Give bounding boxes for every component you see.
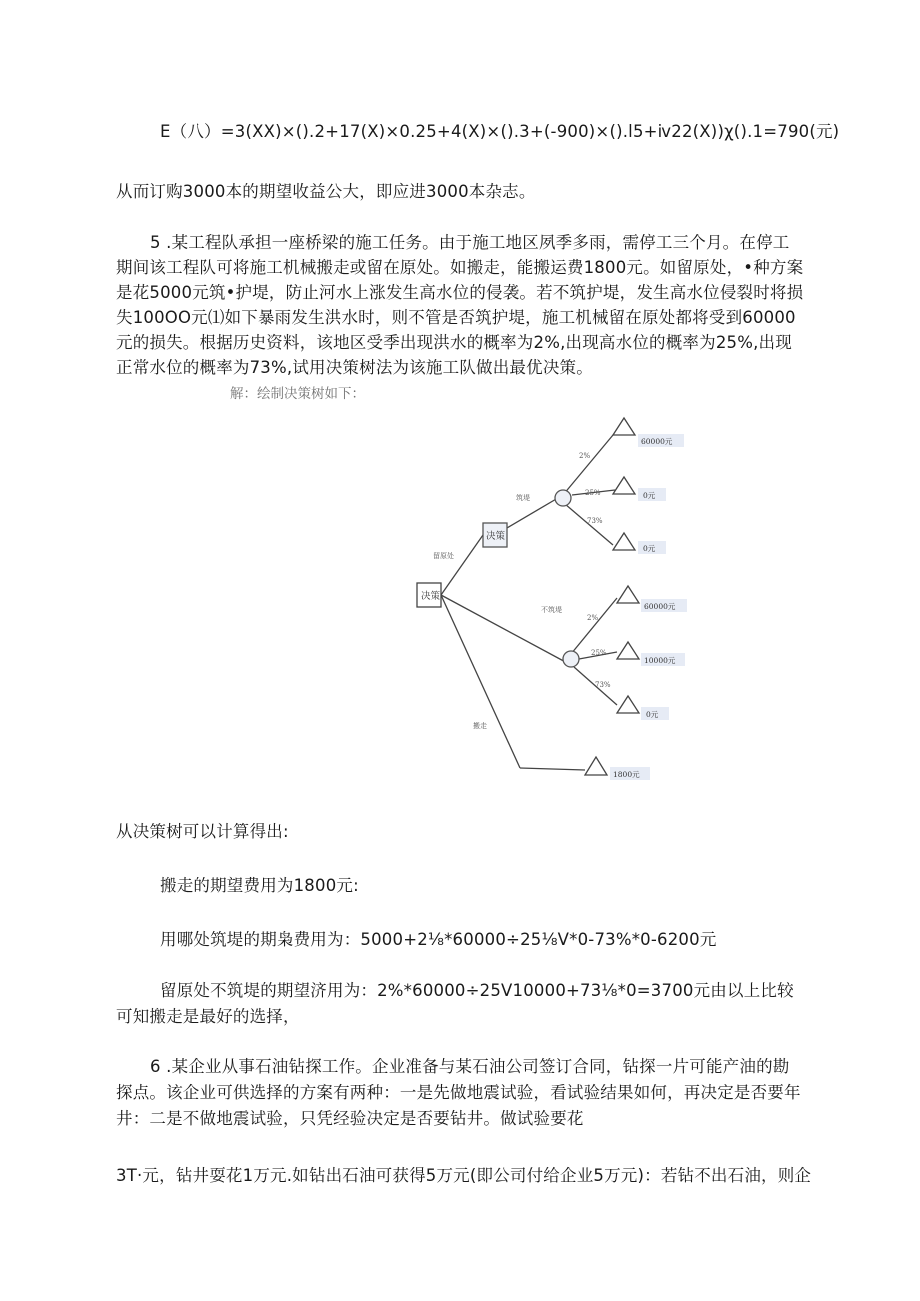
chance-node-nobuild	[563, 651, 579, 667]
terminal-move	[585, 757, 607, 775]
decision-tree-figure	[225, 380, 695, 800]
prob-bottom-1: 2%	[587, 614, 599, 622]
figure-title: 解：绘制决策树如下：	[230, 386, 365, 402]
expected-value-formula: E（八）=3(XX)×().2+17(X)×0.25+4(X)×().3+(-900)×().l5+ⅳ22(X))χ().1=790(元)	[160, 122, 840, 141]
terminal-bottom-1	[617, 586, 639, 603]
branch-label-build: 筑堤	[516, 494, 530, 502]
value-bottom-2: 10000元	[644, 656, 676, 665]
calc-intro: 从决策树可以计算得出:	[116, 822, 289, 841]
root-decision-label: 决策	[421, 591, 441, 602]
terminal-top-1	[613, 418, 635, 435]
problem-6-paragraph: 6 .某企业从事石油钻探工作。企业准备与某石油公司签订合同，钻探一片可能产油的勘探点。该企业可供选择的方案有两种：一是先做地震试验，看试验结果如何，再决定是否要年井：二是不做地震试验，只凭经验决定是否要钻井。做试验要花	[116, 1057, 801, 1128]
calc-move: 搬走的期望费用为1800元:	[160, 876, 359, 895]
value-top-2: 0元	[643, 491, 656, 500]
branch-label-stay: 留原处	[433, 552, 454, 560]
prob-bottom-3: 73%	[595, 681, 611, 689]
terminal-top-2	[613, 477, 635, 494]
edge-move-b	[520, 768, 585, 770]
branch-label-nobuild: 不筑堤	[541, 606, 562, 614]
calc-nobuild: 留原处不筑堤的期望济用为：2%*60000÷25V10000+73⅛*0=3700元由以上比较可知搬走是最好的选择，	[116, 981, 794, 1026]
branch-label-move: 搬走	[473, 722, 487, 730]
problem-5-paragraph: 5 .某工程队承担一座桥梁的施工任务。由于施工地区夙季多雨，需停工三个月。在停工期间该工程队可将施工机械搬走或留在原处。如搬走，能搬运费1800元。如留原处，•种方案是花5000元筑•护堤，防止河水上涨发生高水位的侵袭。若不筑护堤，发生高水位侵裂时将损失100OO元⑴如下暴雨发生洪水时，则不管是否筑护堤，施工机械留在原处都将受到60000元的损失。根据历史资料，该地区受季出现洪水的概率为2%,出现高水位的概率为25%,出现正常水位的概率为73%,试用决策树法为该施工队做出最优决策。	[116, 233, 804, 377]
value-top-3: 0元	[643, 544, 656, 553]
value-bottom-1: 60000元	[644, 602, 676, 611]
sub-decision-label: 决策	[486, 531, 506, 542]
terminal-bottom-2	[617, 642, 639, 659]
decision-tree-svg	[225, 380, 695, 800]
edge-move-a	[441, 595, 520, 768]
problem-6-continuation: 3T·元，钻井耍花1万元.如钻出石油可获得5万元(即公司付给企业5万元)：若钻不出石油，则企	[116, 1166, 812, 1185]
conclusion-text: 从而订购3000本的期望收益公大，即应进3000本杂志。	[116, 182, 536, 201]
prob-bottom-2: 25%	[591, 649, 607, 657]
value-bottom-3: 0元	[646, 710, 659, 719]
terminal-top-3	[613, 533, 635, 550]
terminal-bottom-3	[617, 696, 639, 713]
edge-bottom-2	[571, 598, 617, 654]
calc-build: 用哪处筑堤的期枭费用为：5000+2⅛*60000÷25⅛V*0-73%*0-6200元	[160, 930, 717, 949]
value-top-1: 60000元	[641, 437, 673, 446]
prob-top-1: 2%	[579, 452, 591, 460]
value-move: 1800元	[613, 770, 640, 779]
prob-top-2: 25%	[585, 489, 601, 497]
prob-top-3: 73%	[587, 517, 603, 525]
edge-stay	[441, 535, 483, 595]
chance-node-build	[555, 490, 571, 506]
edge-top-2	[563, 435, 613, 495]
